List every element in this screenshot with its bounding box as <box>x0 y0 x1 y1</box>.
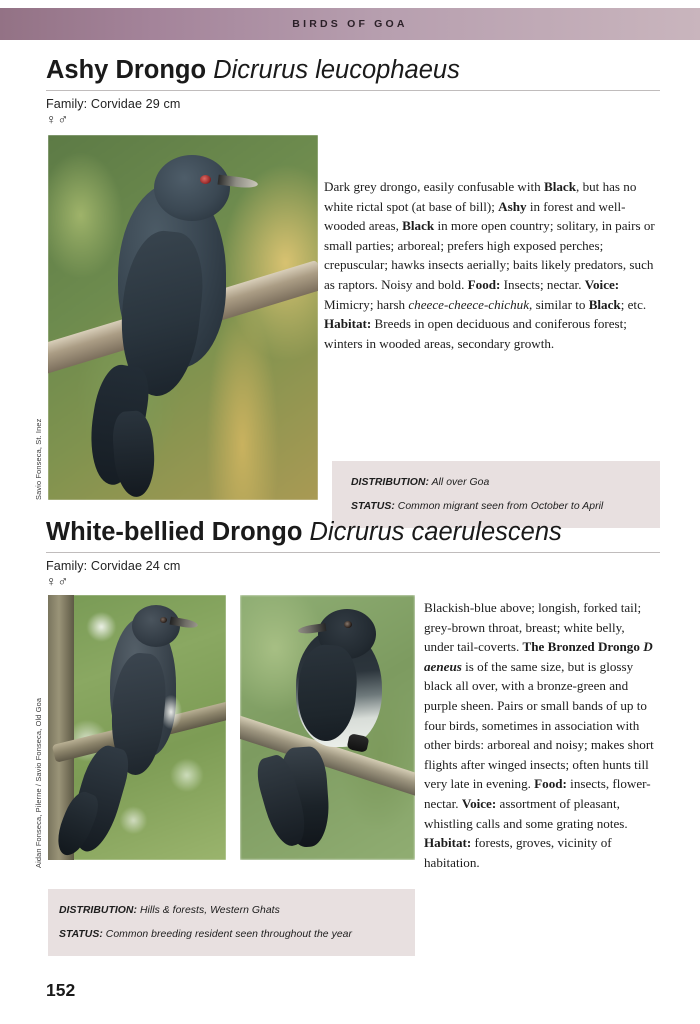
status-value: Common breeding resident seen throughout the year <box>105 929 352 940</box>
bird-eye <box>344 621 352 628</box>
species-title <box>46 518 660 547</box>
heading-divider <box>46 552 660 553</box>
photo-white-bellied-drongo-front <box>240 595 415 860</box>
species-common-name: Ashy Drongo <box>46 56 207 84</box>
status-label: STATUS: <box>59 929 103 940</box>
photo-credit-ashy-drongo: Savio Fonseca, St. Inez <box>34 418 43 500</box>
distribution-line <box>59 905 280 916</box>
species-heading-ashy-drongo <box>46 56 660 127</box>
distribution-line <box>351 477 489 488</box>
running-header-title: BIRDS OF GOA <box>292 18 408 30</box>
species-entry-ashy-drongo <box>46 56 660 127</box>
photo-ashy-drongo <box>48 135 318 500</box>
distribution-label: DISTRIBUTION: <box>59 905 137 916</box>
description-white-bellied-drongo: Blackish-blue above; longish, forked tail; grey-brown throat, breast; white belly, under tail-coverts. The Bronzed Drongo D aeneus is of the same size, but is glossy black all over, with a bronze-green and purple sheen. Pairs or small bands of up to four birds, sometimes in association with other birds: arboreal and noisy; makes short flights after winged insects; often hunts till very late in evening. Food: insects, flower-nectar. Voice: assortment of pleasant, whistling calls and some grating notes. Habitat: forests, groves, vicinity of habitation. <box>424 600 654 870</box>
sex-symbols: ♀♂ <box>46 572 69 589</box>
photo-credit-white-bellied-drongo: Aidan Fonseca, Pilerne / Savio Fonseca, Old Goa <box>34 697 43 868</box>
species-heading-white-bellied-drongo <box>46 518 660 589</box>
description-ashy-drongo: Dark grey drongo, easily confusable with Black, but has no white rictal spot (at base of bill); Ashy in forest and well-wooded areas, Black in more open country; solitary, in pairs or small parties; arboreal; prefers high exposed perches; crepuscular; hawks insects aerially; baits likely predators, such as raptors. Noisy and bold. Food: Insects; nectar. Voice: Mimicry; harsh cheece-cheece-chichuk, similar to Black; etc. Habitat: Breeds in open deciduous and coniferous forest; winters in wooded areas, secondary growth. <box>324 179 655 351</box>
status-line <box>351 501 603 512</box>
family-line: Family: Corvidae 29 cm <box>46 96 181 111</box>
sex-symbols: ♀♂ <box>46 110 69 127</box>
species-title <box>46 56 660 85</box>
page-body <box>0 40 700 1024</box>
family-line: Family: Corvidae 24 cm <box>46 558 181 573</box>
distribution-status-box-white-bellied-drongo <box>48 889 415 956</box>
bird-eye <box>160 617 167 623</box>
species-entry-white-bellied-drongo <box>46 518 660 589</box>
status-line <box>59 929 352 940</box>
status-label: STATUS: <box>351 501 395 512</box>
heading-divider <box>46 90 660 91</box>
status-value: Common migrant seen from October to April <box>397 501 604 512</box>
page-number: 152 <box>46 980 76 1000</box>
bird-eye <box>200 175 211 184</box>
bird-head <box>132 605 180 647</box>
distribution-label: DISTRIBUTION: <box>351 477 429 488</box>
species-scientific-name: Dicrurus caerulescens <box>309 518 562 546</box>
species-scientific-name: Dicrurus leucophaeus <box>213 56 460 84</box>
running-header <box>0 8 700 40</box>
distribution-value: All over Goa <box>431 477 490 488</box>
distribution-value: Hills & forests, Western Ghats <box>139 905 280 916</box>
bird-head <box>154 155 230 221</box>
photo-white-bellied-drongo-rear <box>48 595 226 860</box>
species-common-name: White-bellied Drongo <box>46 518 303 546</box>
